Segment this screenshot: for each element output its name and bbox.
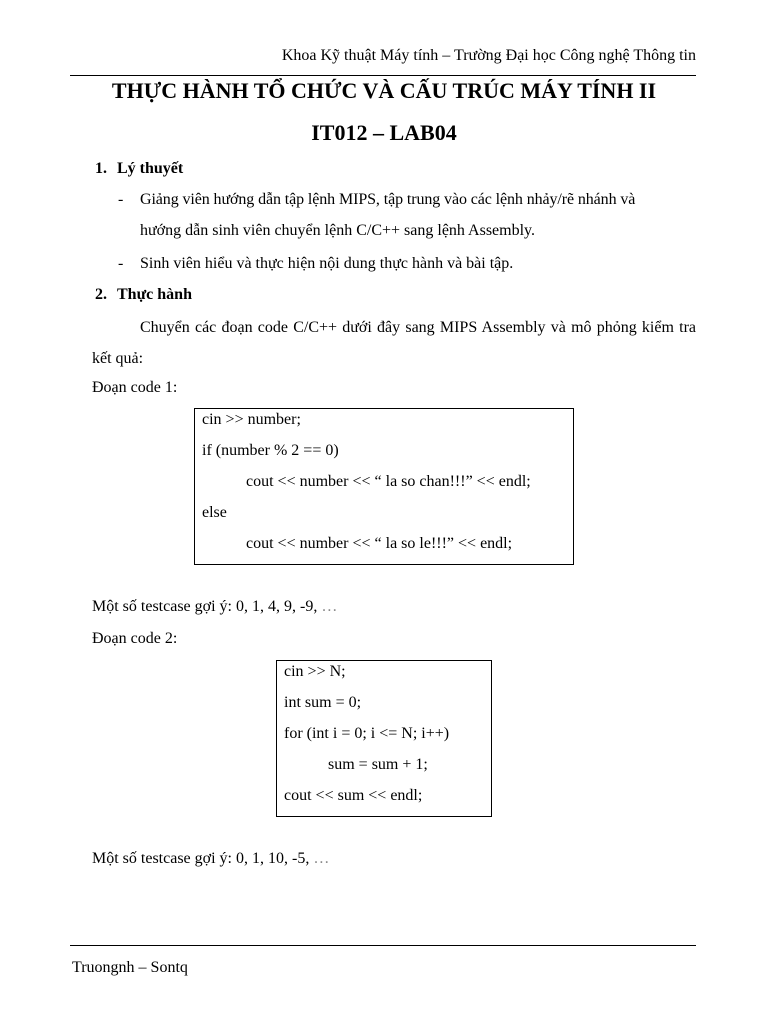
page-footer: Truongnh – Sontq xyxy=(72,959,188,976)
section-heading-practice xyxy=(95,286,192,304)
snippet-1-testcases xyxy=(92,598,337,616)
code-line: for (int i = 0; i <= N; i++) xyxy=(284,725,450,742)
bullet-text: Sinh viên hiểu và thực hiện nội dung thực hành và bài tập. xyxy=(140,255,514,272)
code-block-1 xyxy=(194,408,574,565)
snippet-1-label: Đoạn code 1: xyxy=(92,379,178,396)
testcase-ellipsis: … xyxy=(313,850,330,867)
bullet-dash: - xyxy=(118,191,124,208)
section-heading-theory xyxy=(95,160,183,178)
practice-intro-text: Chuyển các đoạn code C/C++ dưới đây sang MIPS Assembly và mô phỏng kiểm tra kết quả: xyxy=(92,319,696,367)
bullet-dash: - xyxy=(118,255,124,272)
bullet-text: Giảng viên hướng dẫn tập lệnh MIPS, tập trung vào các lệnh nhảy/rẽ nhánh và xyxy=(140,191,636,208)
testcase-ellipsis: … xyxy=(321,598,338,615)
page-header: Khoa Kỹ thuật Máy tính – Trường Đại học Công nghệ Thông tin xyxy=(281,47,696,64)
testcase-text: Một số testcase gợi ý: 0, 1, 10, -5, xyxy=(92,850,310,867)
section-title: Lý thuyết xyxy=(117,160,184,177)
practice-intro xyxy=(92,312,696,374)
section-number: 1. xyxy=(95,160,107,177)
code-line: cin >> N; xyxy=(284,663,346,680)
testcase-text: Một số testcase gợi ý: 0, 1, 4, 9, -9, xyxy=(92,598,318,615)
bullet-text-continued: hướng dẫn sinh viên chuyển lệnh C/C++ sang lệnh Assembly. xyxy=(140,222,535,239)
document-title: THỰC HÀNH TỔ CHỨC VÀ CẤU TRÚC MÁY TÍNH II xyxy=(111,78,657,103)
code-line: int sum = 0; xyxy=(284,694,362,711)
code-line: if (number % 2 == 0) xyxy=(202,442,339,459)
code-line: else xyxy=(202,504,227,521)
section-number: 2. xyxy=(95,286,107,303)
code-line: cin >> number; xyxy=(202,411,301,428)
code-line: cout << number << “ la so chan!!!” << endl; xyxy=(246,473,531,490)
footer-rule xyxy=(70,945,696,946)
snippet-2-label: Đoạn code 2: xyxy=(92,630,178,647)
section-title: Thực hành xyxy=(117,286,192,303)
code-block-2 xyxy=(276,660,492,817)
document-subtitle: IT012 – LAB04 xyxy=(311,120,457,145)
code-line: cout << number << “ la so le!!!” << endl; xyxy=(246,535,513,552)
header-rule xyxy=(70,75,696,76)
code-line: sum = sum + 1; xyxy=(328,756,428,773)
code-line: cout << sum << endl; xyxy=(284,787,423,804)
snippet-2-testcases xyxy=(92,850,329,868)
